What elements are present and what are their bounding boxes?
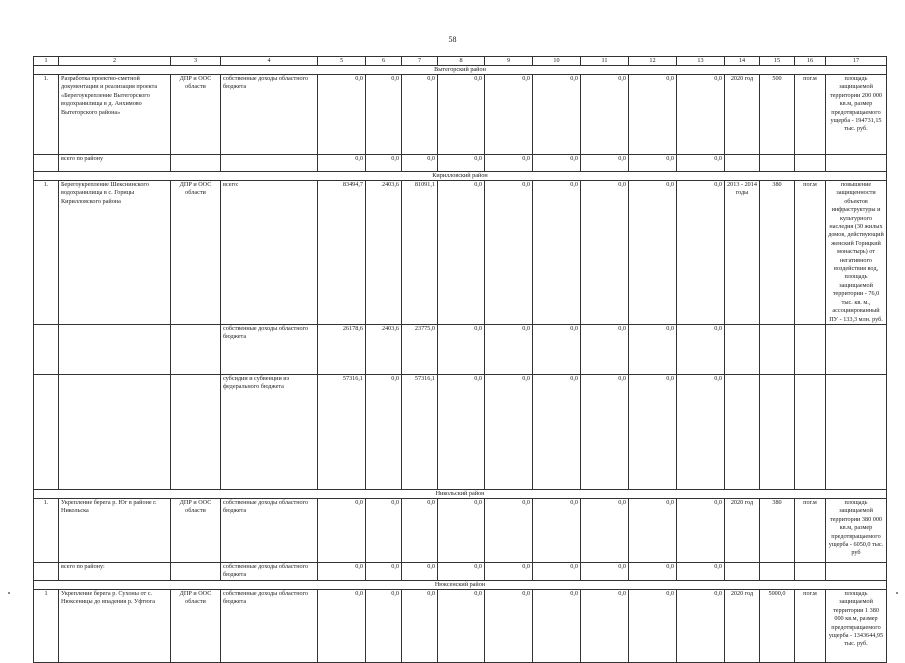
amount-cell: 0,0 <box>629 562 677 580</box>
period: 2020 год <box>725 75 760 155</box>
period: 2020 год <box>725 498 760 562</box>
amount-cell: 0,0 <box>366 562 402 580</box>
row-number: 1. <box>34 181 59 325</box>
expected-result: площадь защищаемой территории 200 000 кв.м, размер предотвращаемого ущерба - 194731,15 тыс. руб. <box>826 75 887 155</box>
amount-cell: 0,0 <box>402 589 438 662</box>
column-number: 16 <box>795 57 826 66</box>
row-number <box>34 562 59 580</box>
volume: 5000,0 <box>760 589 795 662</box>
table-row <box>34 374 887 489</box>
amount-cell: 83494,7 <box>318 181 366 325</box>
column-number: 14 <box>725 57 760 66</box>
amount-cell: 0,0 <box>438 562 485 580</box>
amount-cell: 0,0 <box>318 75 366 155</box>
expected-result <box>826 324 887 374</box>
table-row <box>34 589 887 662</box>
executor: ДПР и ООС области <box>171 589 221 662</box>
measure-name <box>59 374 171 489</box>
region-name: Никольский район <box>34 489 887 498</box>
amount-cell: 0,0 <box>366 498 402 562</box>
column-number: 7 <box>402 57 438 66</box>
column-number: 9 <box>485 57 533 66</box>
unit <box>795 324 826 374</box>
unit <box>795 155 826 172</box>
amount-cell: 0,0 <box>581 181 629 325</box>
period <box>725 324 760 374</box>
unit <box>795 562 826 580</box>
measure-name: Укрепление берега р. Юг в районе г. Никольска <box>59 498 171 562</box>
expected-result <box>826 374 887 489</box>
amount-cell: 0,0 <box>402 562 438 580</box>
executor: ДПР и ООС области <box>171 498 221 562</box>
amount-cell: 0,0 <box>677 155 725 172</box>
amount-cell: 0,0 <box>438 155 485 172</box>
funding-source: собственные доходы областного бюджета <box>221 498 318 562</box>
column-number: 4 <box>221 57 318 66</box>
volume <box>760 155 795 172</box>
amount-cell: 0,0 <box>677 589 725 662</box>
amount-cell: 0,0 <box>677 374 725 489</box>
region-row <box>34 580 887 589</box>
expected-result <box>826 155 887 172</box>
amount-cell: 81091,1 <box>402 181 438 325</box>
amount-cell: 0,0 <box>366 75 402 155</box>
scan-dot <box>896 592 898 594</box>
unit: пог.м <box>795 181 826 325</box>
amount-cell: 0,0 <box>533 374 581 489</box>
table-row <box>34 181 887 325</box>
amount-cell: 0,0 <box>629 374 677 489</box>
amount-cell: 0,0 <box>629 589 677 662</box>
amount-cell: 0,0 <box>677 75 725 155</box>
amount-cell: 0,0 <box>629 155 677 172</box>
funding-source: всего: <box>221 181 318 325</box>
amount-cell: 0,0 <box>485 374 533 489</box>
column-number: 10 <box>533 57 581 66</box>
region-row <box>34 489 887 498</box>
column-number: 13 <box>677 57 725 66</box>
funding-source: собственные доходы областного бюджета <box>221 75 318 155</box>
measure-name: всего по району <box>59 155 171 172</box>
executor: ДПР и ООС области <box>171 181 221 325</box>
page-number: 58 <box>448 35 457 44</box>
amount-cell: 0,0 <box>581 374 629 489</box>
column-number: 2 <box>59 57 171 66</box>
amount-cell: 0,0 <box>581 324 629 374</box>
unit: пог.м <box>795 75 826 155</box>
executor <box>171 155 221 172</box>
row-number: 1. <box>34 498 59 562</box>
amount-cell: 0,0 <box>485 562 533 580</box>
amount-cell: 0,0 <box>438 181 485 325</box>
row-number <box>34 324 59 374</box>
column-number: 6 <box>366 57 402 66</box>
amount-cell: 0,0 <box>438 324 485 374</box>
amount-cell: 0,0 <box>533 155 581 172</box>
amount-cell: 2403,6 <box>366 181 402 325</box>
amount-cell: 0,0 <box>629 324 677 374</box>
measure-name: Разработка проектно-сметной документации и реализация проекта «Берегоукрепление Вытегорского водохранилища в д. Анхимово Вытегорского района» <box>59 75 171 155</box>
amount-cell: 0,0 <box>581 155 629 172</box>
row-number <box>34 155 59 172</box>
table-row <box>34 155 887 172</box>
period: 2020 год <box>725 589 760 662</box>
period <box>725 374 760 489</box>
table-row <box>34 75 887 155</box>
amount-cell: 0,0 <box>533 562 581 580</box>
funding-source: собственные доходы областного бюджета <box>221 324 318 374</box>
amount-cell: 0,0 <box>485 589 533 662</box>
amount-cell: 0,0 <box>629 75 677 155</box>
amount-cell: 57316,1 <box>318 374 366 489</box>
funding-source: субсидии и субвенции из федерального бюджета <box>221 374 318 489</box>
amount-cell: 0,0 <box>485 75 533 155</box>
amount-cell: 0,0 <box>438 374 485 489</box>
unit: пог.м <box>795 589 826 662</box>
executor <box>171 374 221 489</box>
funding-source: собственные доходы областного бюджета <box>221 562 318 580</box>
amount-cell: 0,0 <box>629 498 677 562</box>
measure-name: Укрепление берега р. Сухоны от с. Нюксеницы до впадения р. Уфтюга <box>59 589 171 662</box>
scan-dot <box>8 592 10 594</box>
amount-cell: 0,0 <box>677 562 725 580</box>
row-number: 1. <box>34 75 59 155</box>
region-name: Вытегорский район <box>34 66 887 75</box>
column-number: 3 <box>171 57 221 66</box>
amount-cell: 0,0 <box>438 75 485 155</box>
amount-cell: 0,0 <box>485 324 533 374</box>
amount-cell: 0,0 <box>402 75 438 155</box>
column-number: 11 <box>581 57 629 66</box>
table-row <box>34 498 887 562</box>
measure-name: Берегоукрепление Шекснинского водохранилища в с. Горицы Кирилловского района <box>59 181 171 325</box>
table-row <box>34 324 887 374</box>
region-name: Нюксенский район <box>34 580 887 589</box>
region-row <box>34 66 887 75</box>
expected-result: повышение защищенности объектов инфраструктуры и культурного наследия (30 жилых домов, действующий женский Горицкий монастырь) от негативного воздействия вод, площадь защищаемой территории - 76,0 тыс. кв. м., ассоциированный ПУ - 133,3 млн. руб. <box>826 181 887 325</box>
amount-cell: 0,0 <box>318 498 366 562</box>
amount-cell: 0,0 <box>533 181 581 325</box>
executor <box>171 324 221 374</box>
amount-cell: 0,0 <box>533 589 581 662</box>
header-row <box>34 57 887 66</box>
amount-cell: 0,0 <box>438 498 485 562</box>
volume: 380 <box>760 181 795 325</box>
amount-cell: 57316,1 <box>402 374 438 489</box>
row-number: 1 <box>34 589 59 662</box>
executor: ДПР и ООС области <box>171 75 221 155</box>
amount-cell: 0,0 <box>533 75 581 155</box>
funding-source <box>221 155 318 172</box>
period: 2013 - 2014 годы <box>725 181 760 325</box>
amount-cell: 0,0 <box>485 498 533 562</box>
volume <box>760 562 795 580</box>
amount-cell: 0,0 <box>366 374 402 489</box>
measure-name <box>59 324 171 374</box>
unit <box>795 374 826 489</box>
unit: пог.м <box>795 498 826 562</box>
region-row <box>34 172 887 181</box>
amount-cell: 0,0 <box>629 181 677 325</box>
volume <box>760 374 795 489</box>
amount-cell: 0,0 <box>581 589 629 662</box>
amount-cell: 0,0 <box>533 498 581 562</box>
amount-cell: 2403,6 <box>366 324 402 374</box>
amount-cell: 0,0 <box>581 498 629 562</box>
expected-result: площадь защищаемой территории 1 380 000 кв.м, размер предотвращаемого ущерба - 1343644,95 тыс. руб. <box>826 589 887 662</box>
column-number: 12 <box>629 57 677 66</box>
expected-result <box>826 562 887 580</box>
program-table <box>33 56 887 663</box>
region-name: Кирилловский район <box>34 172 887 181</box>
column-number: 8 <box>438 57 485 66</box>
amount-cell: 0,0 <box>366 155 402 172</box>
measure-name: всего по району: <box>59 562 171 580</box>
amount-cell: 0,0 <box>438 589 485 662</box>
period <box>725 562 760 580</box>
volume: 500 <box>760 75 795 155</box>
amount-cell: 0,0 <box>533 324 581 374</box>
amount-cell: 0,0 <box>318 155 366 172</box>
amount-cell: 0,0 <box>677 181 725 325</box>
volume: 380 <box>760 498 795 562</box>
amount-cell: 0,0 <box>366 589 402 662</box>
expected-result: площадь защищаемой территории 380 000 кв.м, размер предотвращаемого ущерба - 6050,0 тыс. руб <box>826 498 887 562</box>
period <box>725 155 760 172</box>
column-number: 1 <box>34 57 59 66</box>
amount-cell: 0,0 <box>318 562 366 580</box>
column-number: 15 <box>760 57 795 66</box>
funding-source: собственные доходы областного бюджета <box>221 589 318 662</box>
row-number <box>34 374 59 489</box>
amount-cell: 26178,6 <box>318 324 366 374</box>
volume <box>760 324 795 374</box>
column-number: 17 <box>826 57 887 66</box>
amount-cell: 0,0 <box>318 589 366 662</box>
amount-cell: 0,0 <box>581 562 629 580</box>
executor <box>171 562 221 580</box>
table-row <box>34 562 887 580</box>
column-number: 5 <box>318 57 366 66</box>
amount-cell: 0,0 <box>485 155 533 172</box>
amount-cell: 0,0 <box>677 324 725 374</box>
amount-cell: 0,0 <box>402 498 438 562</box>
amount-cell: 23775,0 <box>402 324 438 374</box>
amount-cell: 0,0 <box>402 155 438 172</box>
amount-cell: 0,0 <box>581 75 629 155</box>
amount-cell: 0,0 <box>677 498 725 562</box>
amount-cell: 0,0 <box>485 181 533 325</box>
